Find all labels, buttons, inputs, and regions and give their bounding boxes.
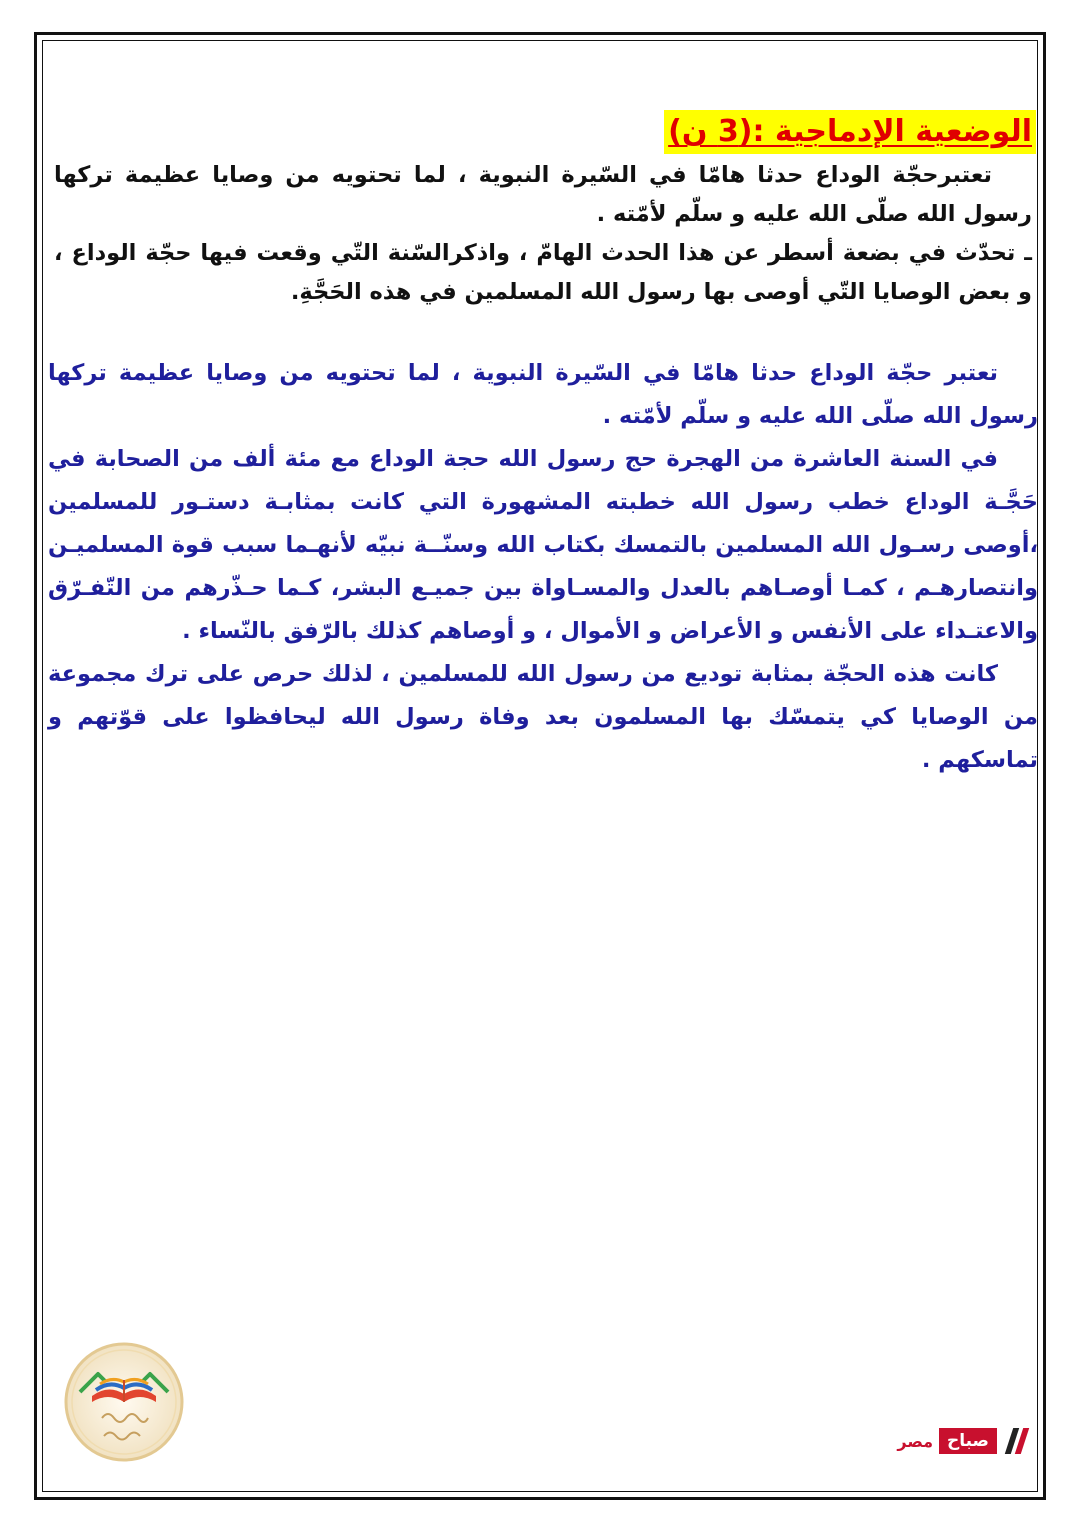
teacher-logo [62, 1340, 186, 1464]
task-intro: تعتبرحجّة الوداع حدثا هامّا في السّيرة النبوية ، لما تحتويه من وصايا عظيمة تركها رسول الله صلّى الله عليه و سلّم لأمّته . [54, 162, 1032, 227]
answer-paragraph-2: في السنة العاشرة من الهجرة حج رسول الله حجة الوداع مع مئة ألف من الصحابة في حَجَّـة الوداع خطب رسول الله خطبته المشهورة التي كانت بمثابـة دستـور للمسلمين ،أوصى رسـول الله المسلمين بالتمسك بكتاب الله وسنّــة نبيّه لأنهـما سبب قوة المسلميـن وانتصارهـم ، كمـا أوصـاهم بالعدل والمسـاواة بين جميـع البشر، كـما حـذّرهم من التّفـرّق والاعتـداء على الأنفس و الأعراض و الأموال ، و أوصاهم كذلك بالرّفق بالنّساء . [48, 446, 1038, 644]
answer-section [48, 352, 1038, 782]
document-content [44, 110, 1040, 782]
page-title: الوضعية الإدماجية :(3 ن) [664, 110, 1036, 154]
source-logo [855, 1422, 1025, 1460]
task-section [54, 156, 1032, 312]
open-book-icon [62, 1340, 186, 1464]
task-instruction: ـ تحدّث في بضعة أسطر عن هذا الحدث الهامّ ، واذكرالسّنة التّي وقعت فيها حجّة الوداع ، و بعض الوصايا التّي أوصى بها رسول الله المسلمين في هذه الحَجَّةِ. [54, 240, 1032, 305]
answer-paragraph-1: تعتبر حجّة الوداع حدثا هامّا في السّيرة النبوية ، لما تحتويه من وصايا عظيمة تركها رسول الله صلّى الله عليه و سلّم لأمّته . [48, 360, 1038, 429]
title-row [44, 110, 1040, 154]
brand-box: صباح [939, 1428, 997, 1454]
brand-word: مصر [897, 1431, 933, 1451]
answer-paragraph-3: كانت هذه الحجّة بمثابة توديع من رسول الله للمسلمين ، لذلك حرص على ترك مجموعة من الوصايا كي يتمسّك بها المسلمون بعد وفاة رسول الله ليحافظوا على قوّتهم و تماسكهم . [48, 661, 1038, 773]
